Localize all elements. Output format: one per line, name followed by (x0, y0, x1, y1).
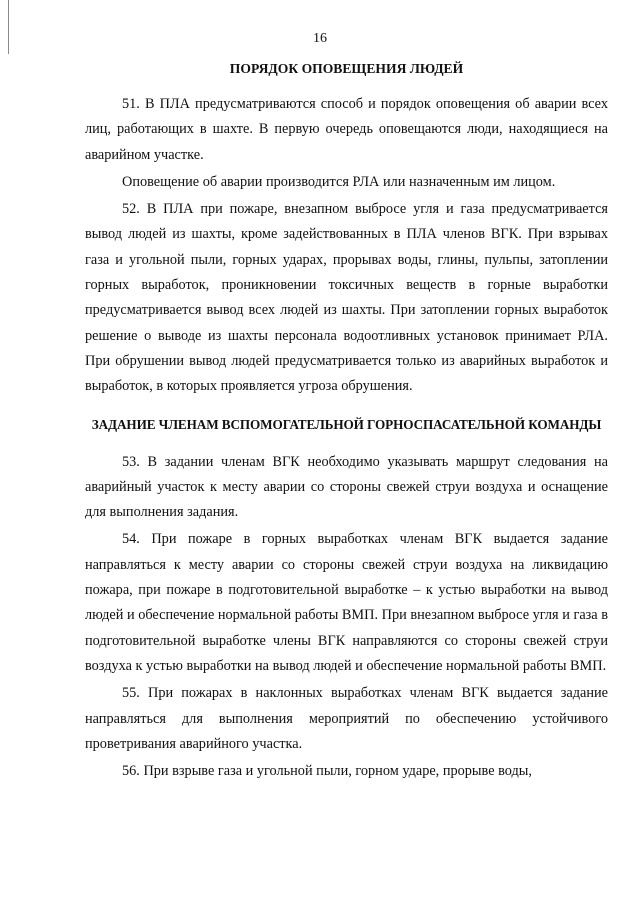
paragraph-51: 51. В ПЛА предусматриваются способ и порядок оповещения об аварии всех лиц, работающих в шахте. В первую очередь оповещаются люди, находящиеся на аварийном участке. (85, 96, 608, 163)
paragraph-notification-note: Оповещение об аварии производится РЛА или назначенным им лицом. (122, 173, 556, 190)
paragraph-53: 53. В задании членам ВГК необходимо указывать маршрут следования на аварийный участок к месту аварии со стороны свежей струи воздуха и оснащение для выполнения задания. (85, 453, 608, 521)
section-heading-vgk-task: ЗАДАНИЕ ЧЛЕНАМ ВСПОМОГАТЕЛЬНОЙ ГОРНОСПАСАТЕЛЬНОЙ КОМАНДЫ (91, 416, 602, 432)
page-number: 16 (313, 31, 327, 46)
paragraph-56: 56. При взрыве газа и угольной пыли, горном ударе, прорыве воды, (122, 763, 532, 780)
section-heading-notification: ПОРЯДОК ОПОВЕЩЕНИЯ ЛЮДЕЙ (229, 61, 464, 76)
paragraph-55: 55. При пожарах в наклонных выработках членам ВГК выдается задание направляться для выполнения мероприятий по обеспечению устойчивого проветривания аварийного участка. (85, 685, 608, 752)
paragraph-52: 52. В ПЛА при пожаре, внезапном выбросе угля и газа предусматривается вывод людей из шахты, кроме задействованных в ПЛА членов ВГК. При взрывах газа и угольной пыли, горных ударах, прорывах воды, глины, пульпы, затоплении горных выработок, проникновении токсичных веществ в горные выработки предусматривается вывод всех людей из шахты. При затоплении горных выработок решение о выводе из шахты персонала водоотливных установок принимает РЛА. При обрушении вывод людей предусматривается только из аварийных выработок и выработок, в которых проявляется угроза обрушения. (85, 201, 608, 395)
document-body (85, 56, 608, 784)
paragraph-54: 54. При пожаре в горных выработках членам ВГК выдается задание направляться к месту аварии со стороны свежей струи воздуха на ликвидацию пожара, при пожаре в подготовительной выработке – к устью выработки на вывод людей и обеспечение нормальной работы ВМП. При внезапном выбросе угля и газа в подготовительной выработке члены ВГК направляются со стороны свежей струи воздуха к устью выработки на вывод людей и обеспечение нормальной работы ВМП. (85, 531, 608, 674)
